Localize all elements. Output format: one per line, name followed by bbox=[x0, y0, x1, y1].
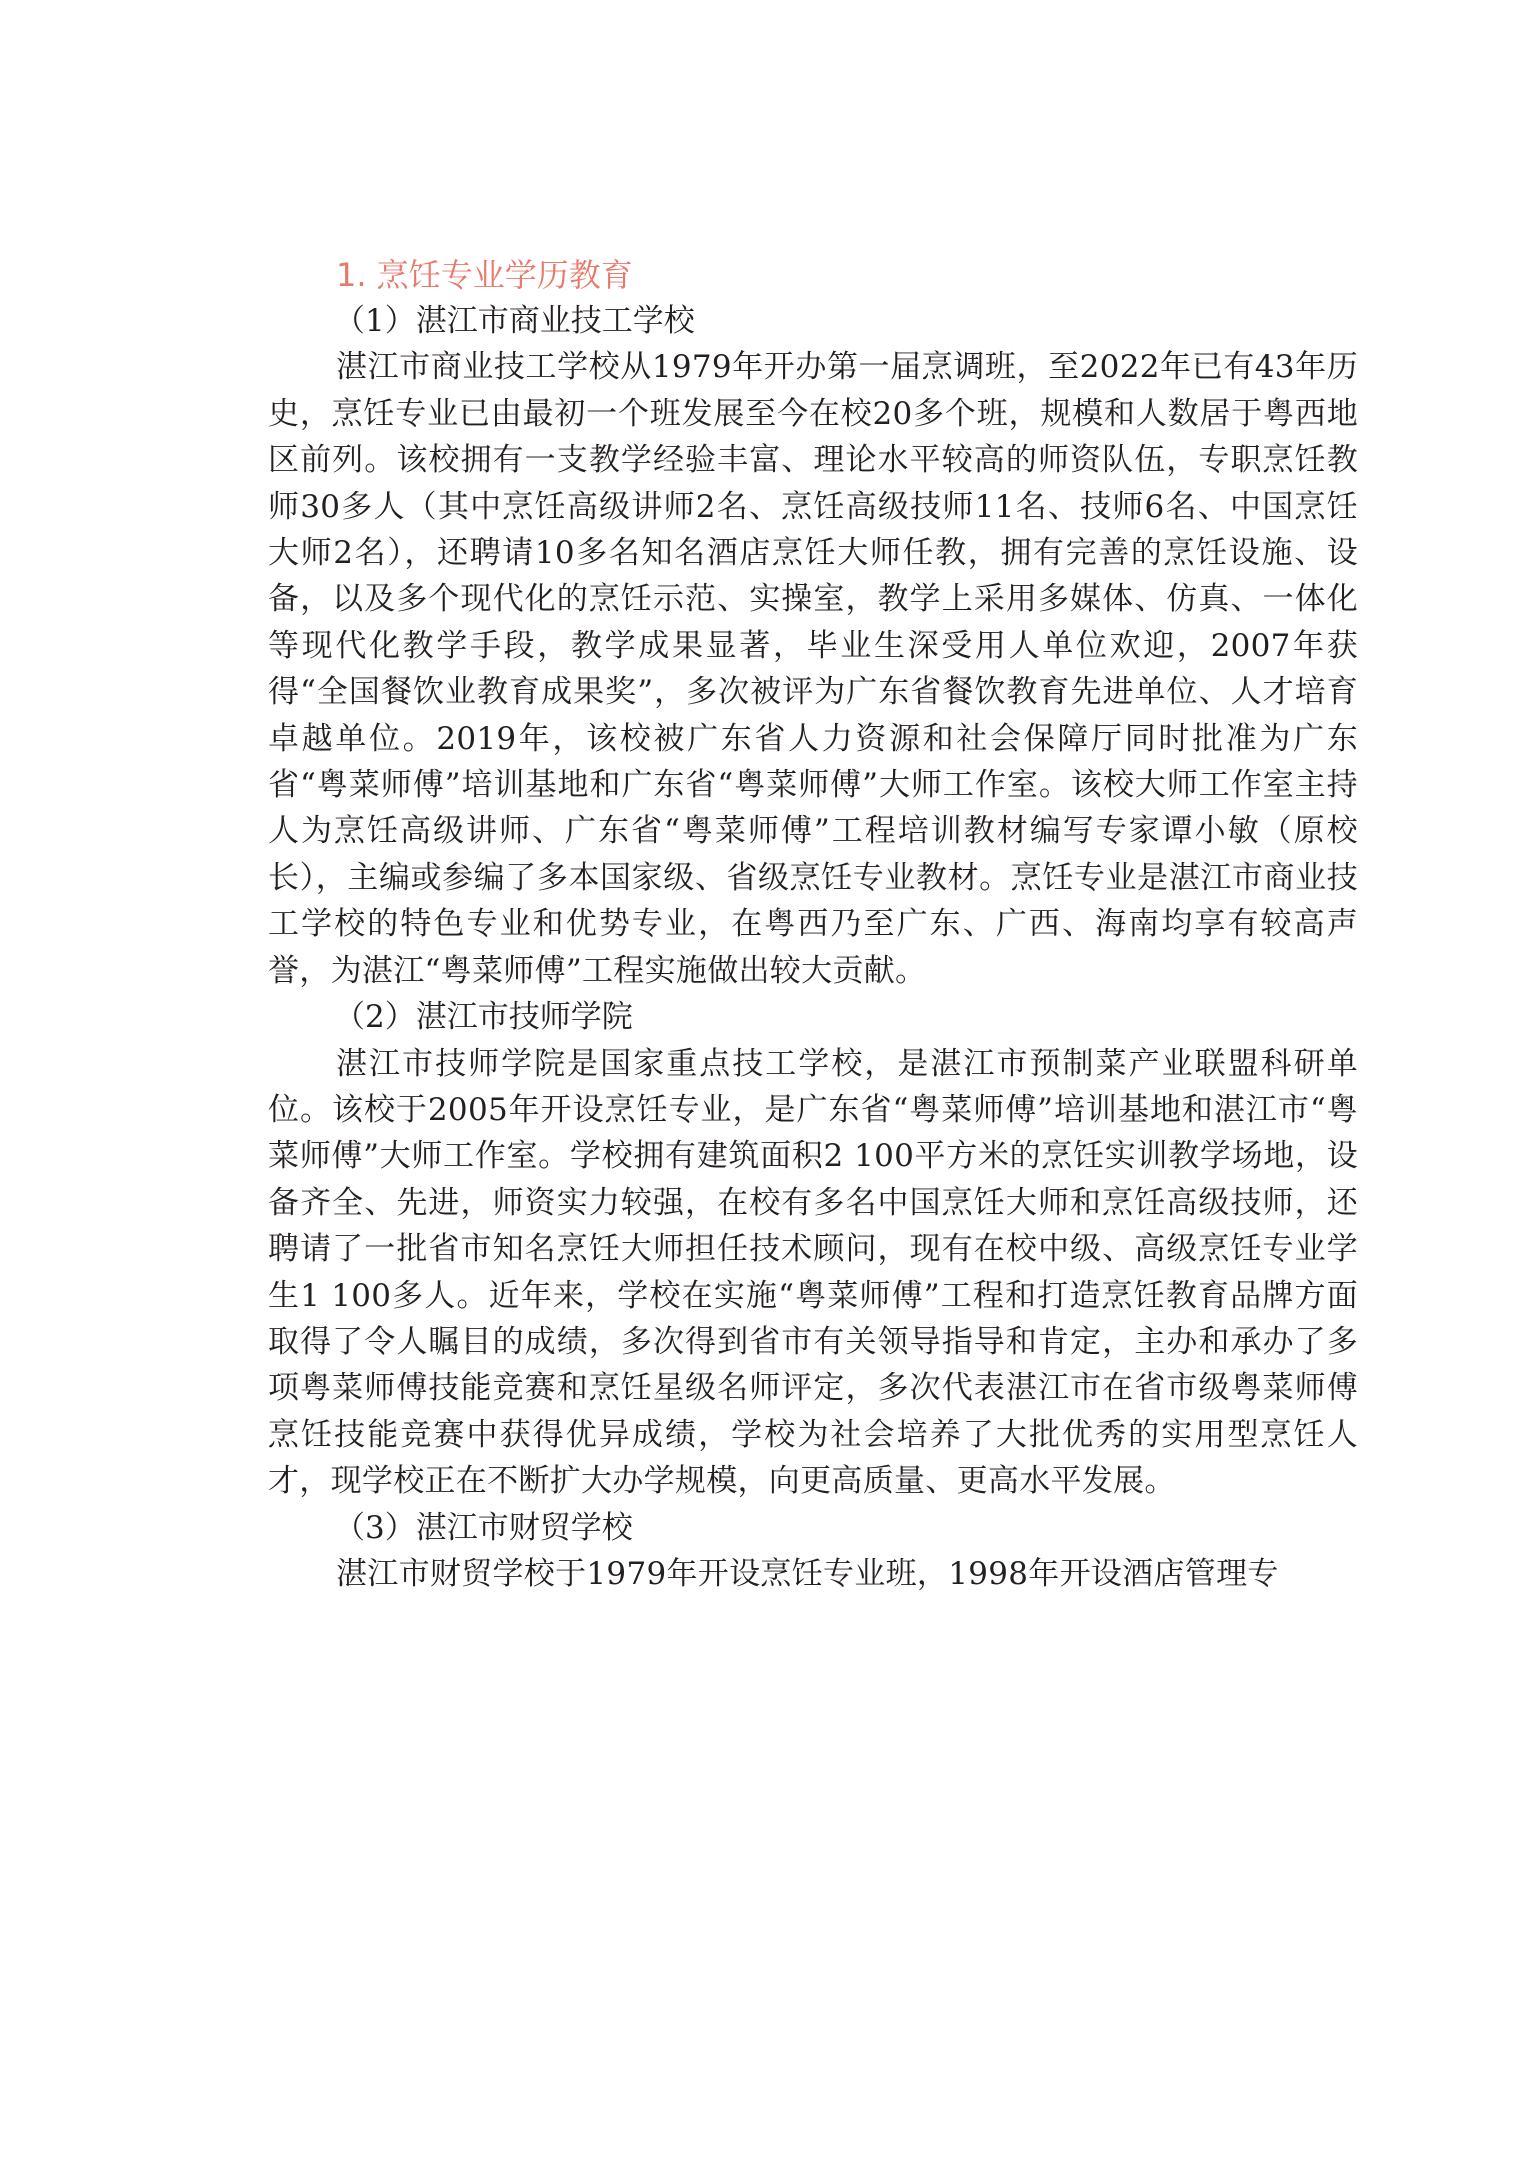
school2-paragraph: 湛江市技师学院是国家重点技工学校，是湛江市预制菜产业联盟科研单位。该校于2005年开设烹饪专业，是广东省“粤菜师傅”培训基地和湛江市“粤菜师傅”大师工作室。学校拥有建筑面积2 100平方米的烹饪实训教学场地，设备齐全、先进，师资实力较强，在校有多名中国烹饪大师和烹饪高级技师，还聘请了一批省市知名烹饪大师担任技术顾问，现有在校中级、高级烹饪专业学生1 100多人。近年来，学校在实施“粤菜师傅”工程和打造烹饪教育品牌方面取得了令人瞩目的成绩，多次得到省市有关领导指导和肯定，主办和承办了多项粤菜师傅技能竞赛和烹饪星级名师评定，多次代表湛江市在省市级粤菜师傅烹饪技能竞赛中获得优异成绩，学校为社会培养了大批优秀的实用型烹饪人才，现学校正在不断扩大办学规模，向更高质量、更高水平发展。 bbox=[268, 1045, 1358, 1500]
school1-heading: （1）湛江市商业技工学校 bbox=[334, 303, 695, 339]
school2-heading: （2）湛江市技师学院 bbox=[334, 999, 633, 1036]
page-content bbox=[268, 252, 1358, 1597]
school3-paragraph: 湛江市财贸学校于1979年开设烹饪专业班，1998年开设酒店管理专 bbox=[336, 1555, 1279, 1592]
school3-heading: （3）湛江市财贸学校 bbox=[334, 1509, 633, 1546]
section-title: 1. 烹饪专业学历教育 bbox=[336, 256, 633, 294]
school1-paragraph: 湛江市商业技工学校从1979年开办第一届烹调班，至2022年已有43年历史，烹饪专业已由最初一个班发展至今在校20多个班，规模和人数居于粤西地区前列。该校拥有一支教学经验丰富、理论水平较高的师资队伍，专职烹饪教师30多人（其中烹饪高级讲师2名、烹饪高级技师11名、技师6名、中国烹饪大师2名），还聘请10多名知名酒店烹饪大师任教，拥有完善的烹饪设施、设备，以及多个现代化的烹饪示范、实操室，教学上采用多媒体、仿真、一体化等现代化教学手段，教学成果显著，毕业生深受用人单位欢迎，2007年获得“全国餐饮业教育成果奖”，多次被评为广东省餐饮教育先进单位、人才培育卓越单位。2019年，该校被广东省人力资源和社会保障厅同时批准为广东省“粤菜师傅”培训基地和广东省“粤菜师傅”大师工作室。该校大师工作室主持人为烹饪高级讲师、广东省“粤菜师傅”工程培训教材编写专家谭小敏（原校长），主编或参编了多本国家级、省级烹饪专业教材。烹饪专业是湛江市商业技工学校的特色专业和优势专业，在粤西乃至广东、广西、海南均享有较高声誉，为湛江“粤菜师傅”工程实施做出较大贡献。 bbox=[268, 349, 1358, 989]
